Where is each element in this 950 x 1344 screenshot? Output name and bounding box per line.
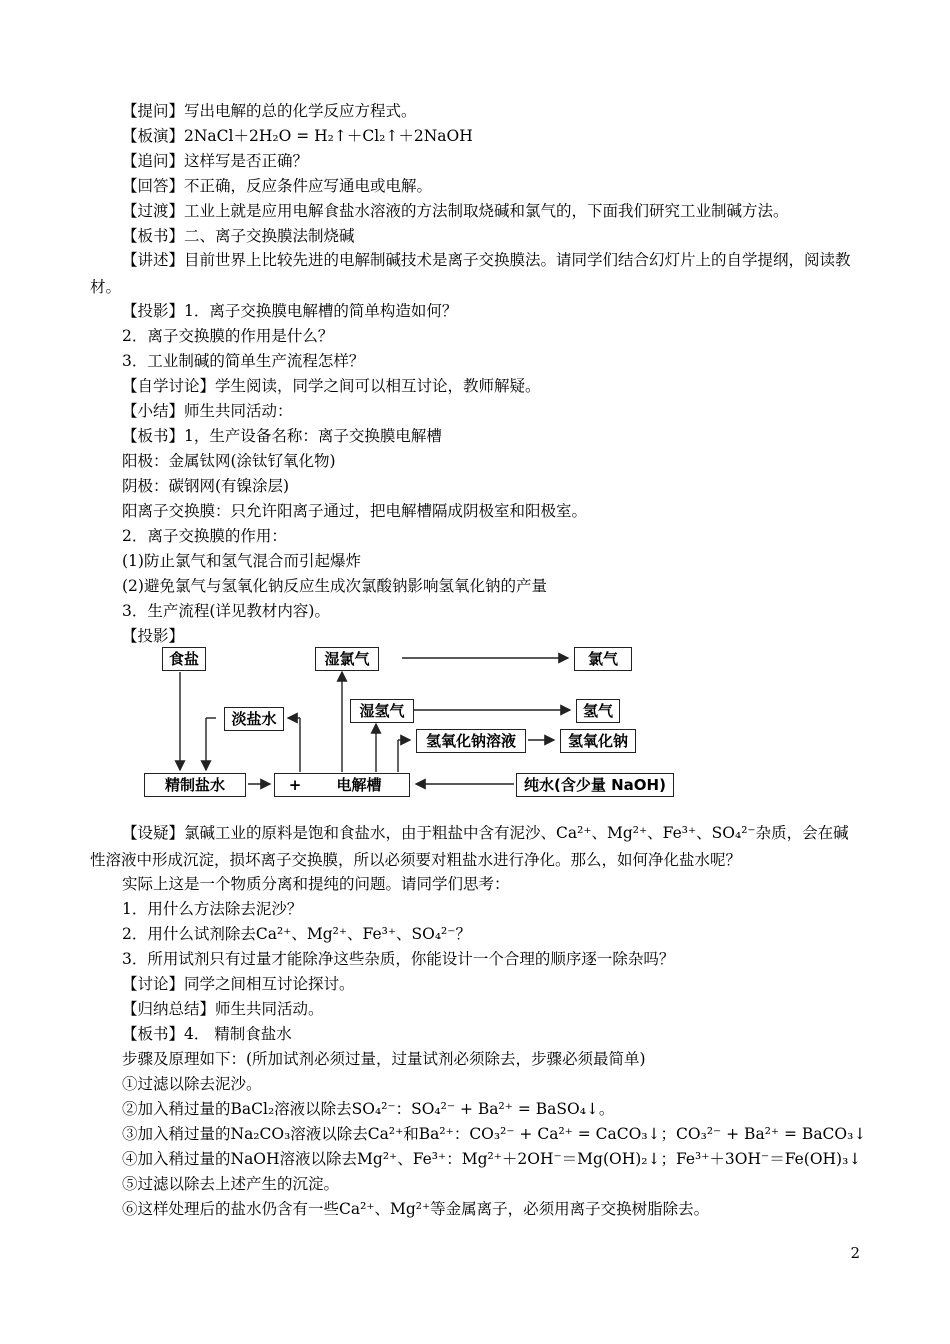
salt-box: 食盐 <box>162 647 206 671</box>
text-line: 1．用什么方法除去泥沙？ <box>122 900 303 918</box>
text-line: 【提问】写出电解的总的化学反应方程式。 <box>122 102 417 120</box>
text-line: 【讨论】同学之间相互讨论探讨。 <box>122 975 355 993</box>
text-line: 【归纳总结】师生共同活动。 <box>122 1000 324 1018</box>
pure-water-box: 纯水(含少量 NaOH) <box>516 773 674 797</box>
text-line: 【板书】二、离子交换膜法制烧碱 <box>122 227 355 245</box>
chlorine-box: 氯气 <box>574 647 632 671</box>
production-flow-diagram <box>140 636 680 806</box>
text-line: (1)防止氯气和氢气混合而引起爆炸 <box>122 552 361 570</box>
text-line: 3．所用试剂只有过量才能除净这些杂质，你能设计一个合理的顺序逐一除杂吗？ <box>122 950 675 968</box>
naoh-solution-box: 氢氧化钠溶液 <box>416 729 526 753</box>
text-line: ①过滤以除去泥沙。 <box>122 1075 262 1093</box>
text-paragraph: 【讲述】目前世界上比较先进的电解制碱技术是离子交换膜法。请同学们结合幻灯片上的自学提纲，阅读教材。 <box>90 251 851 296</box>
text-line: (2)避免氯气与氢氧化钠反应生成次氯酸钠影响氢氧化钠的产量 <box>122 577 547 595</box>
plus-sign: + <box>288 776 302 794</box>
text-line: 阳离子交换膜：只允许阳离子通过，把电解槽隔成阴极室和阳极室。 <box>122 502 588 520</box>
text-line: ④加入稍过量的NaOH溶液以除去Mg²⁺、Fe³⁺：Mg²⁺＋2OH⁻＝Mg(OH)₂↓；Fe³⁺＋3OH⁻＝Fe(OH)₃↓ <box>122 1150 862 1168</box>
text-line: 【自学讨论】学生阅读，同学之间可以相互讨论，教师解疑。 <box>122 377 541 395</box>
text-line: ⑤过滤以除去上述产生的沉淀。 <box>122 1175 340 1193</box>
text-line: ③加入稍过量的Na₂CO₃溶液以除去Ca²⁺和Ba²⁺：CO₃²⁻ + Ca²⁺ = CaCO₃↓；CO₃²⁻ + Ba²⁺ = BaCO₃↓ <box>122 1125 867 1143</box>
text-line: 【回答】不正确，反应条件应写通电或电解。 <box>122 177 433 195</box>
electrolyzer-label: 电解槽 <box>336 776 382 794</box>
naoh-box: 氢氧化钠 <box>560 729 636 753</box>
text-line: 3．工业制碱的简单生产流程怎样？ <box>122 352 365 370</box>
text-line: 实际上这是一个物质分离和提纯的问题。请同学们思考： <box>122 875 510 893</box>
text-line: 步骤及原理如下：(所加试剂必须过量，过量试剂必须除去，步骤必须最简单) <box>122 1050 646 1068</box>
text-line: 2．离子交换膜的作用： <box>122 527 287 545</box>
refined-brine-box: 精制盐水 <box>144 773 246 797</box>
text-line: 【过渡】工业上就是应用电解食盐水溶液的方法制取烧碱和氯气的，下面我们研究工业制碱方法。 <box>122 202 789 220</box>
text-line: 【追问】这样写是否正确？ <box>122 152 309 170</box>
wet-chlorine-box: 湿氯气 <box>315 647 379 671</box>
text-line: 【小结】师生共同活动： <box>122 402 293 420</box>
wet-hydrogen-box: 湿氢气 <box>350 699 414 723</box>
text-line: 3．生产流程(详见教材内容)。 <box>122 602 330 620</box>
text-line: ⑥这样处理后的盐水仍含有一些Ca²⁺、Mg²⁺等金属离子，必须用离子交换树脂除去。 <box>122 1200 710 1218</box>
hydrogen-box: 氢气 <box>576 699 620 723</box>
dilute-brine-box: 淡盐水 <box>224 707 284 731</box>
text-line: 【投影】1．离子交换膜电解槽的简单构造如何？ <box>122 302 458 320</box>
text-line: 【投影】 <box>122 627 185 645</box>
text-paragraph: 【设疑】氯碱工业的原料是饱和食盐水，由于粗盐中含有泥沙、Ca²⁺、Mg²⁺、Fe³⁺、SO₄²⁻杂质，会在碱性溶液中形成沉淀，损坏离子交换膜，所以必须要对粗盐水进行净化。那么，如何净化盐水呢？ <box>90 824 849 869</box>
text-line: ②加入稍过量的BaCl₂溶液以除去SO₄²⁻：SO₄²⁻ + Ba²⁺ = BaSO₄↓。 <box>122 1100 615 1118</box>
text-line: 2．离子交换膜的作用是什么？ <box>122 327 334 345</box>
page-number: 2 <box>850 1244 860 1262</box>
text-line: 阳极：金属钛网(涂钛钌氧化物) <box>122 452 336 470</box>
text-line: 阴极：碳钢网(有镍涂层) <box>122 477 290 495</box>
electrolyzer-box <box>274 773 410 797</box>
text-line: 【板书】4． 精制食盐水 <box>122 1025 292 1043</box>
text-line: 【板书】1，生产设备名称：离子交换膜电解槽 <box>122 427 442 445</box>
text-line: 2．用什么试剂除去Ca²⁺、Mg²⁺、Fe³⁺、SO₄²⁻？ <box>122 925 471 943</box>
text-line: 【板演】2NaCl＋2H₂O = H₂↑＋Cl₂↑＋2NaOH <box>122 127 473 145</box>
